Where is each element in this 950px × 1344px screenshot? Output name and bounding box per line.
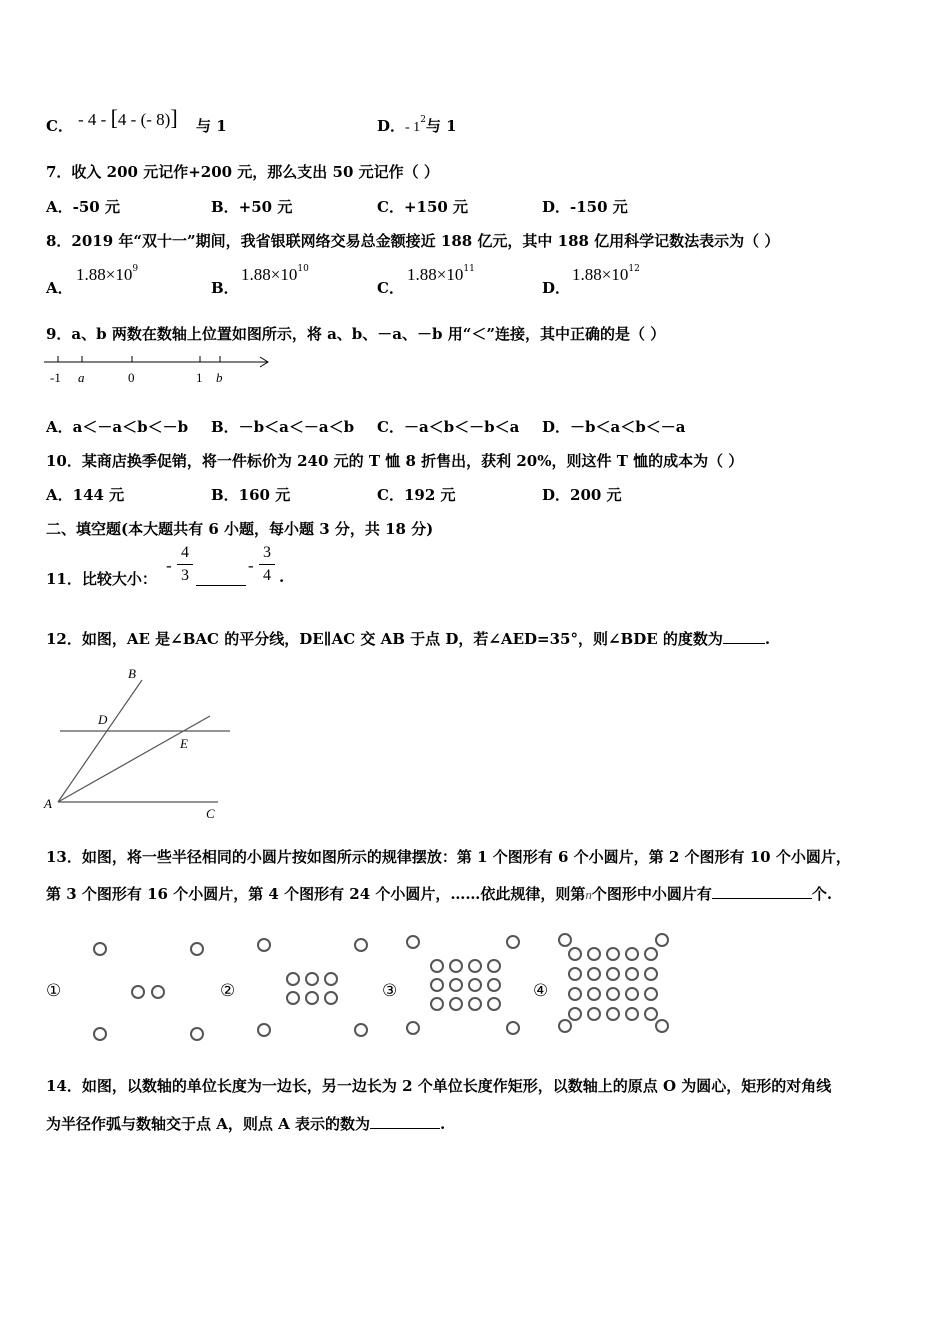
q6-option-c [46,115,73,136]
small-circle [607,988,619,1000]
figure-label: ③ [382,981,398,1000]
exponent: 9 [132,264,139,274]
small-circle [355,1024,367,1036]
q9-option-b: B．－b＜a＜－a＜b [211,418,355,436]
q9-number-line [40,348,280,390]
small-circle [607,968,619,980]
small-circle [450,960,462,972]
section-2-title: 二、填空题(本大题共有 6 小题，每小题 3 分，共 18 分) [46,520,434,538]
q7-option-d: D．-150 元 [542,198,628,216]
small-circle [507,936,519,948]
small-circle [407,1022,419,1034]
question-12 [46,628,770,649]
question-text: 个图形中小圆片有 [591,885,712,903]
small-circle [431,979,443,991]
small-circle [469,998,481,1010]
small-circle [626,948,638,960]
question-14-line-2 [46,1113,445,1134]
period: . [279,568,285,586]
q8-option-d-value [572,264,640,285]
q6-option-d [377,115,457,136]
option-label: C． [46,117,73,135]
q8-option-c-value [407,264,475,285]
d-exponent: 2 [420,115,426,125]
small-circle [306,992,318,1004]
q8-option-a-label: A． [46,279,73,297]
small-circle [191,943,203,955]
small-circle [645,968,657,980]
small-circle [488,979,500,991]
period: . [439,1115,446,1133]
small-circle [626,988,638,1000]
figure-label: ① [46,981,62,1000]
variable-n: n [585,887,592,902]
minus-sign: - [248,556,254,575]
axis-label: -1 [50,370,61,385]
small-circle [626,1008,638,1020]
q10-option-c: C．192 元 [377,486,456,504]
q7-option-c: C．+150 元 [377,198,469,216]
small-circle [469,979,481,991]
question-14-line-1: 14．如图，以数轴的单位长度为一边长，另一边长为 2 个单位长度作矩形，以数轴上的原点 O 为圆心，矩形的对角线 [46,1077,832,1095]
small-circle [559,1020,571,1032]
question-13-line-1: 13．如图，将一些半径相同的小圆片按如图所示的规律摆放：第 1 个图形有 6 个小圆片，第 2 个图形有 10 个小圆片， [46,848,851,866]
fraction-bar [259,564,275,565]
small-circle [469,960,481,972]
question-text: 12．如图，AE 是∠BAC 的平分线，DE∥AC 交 AB 于点 D，若∠AED=35°，则∠BDE 的度数为 [46,630,723,648]
small-circle [507,1022,519,1034]
question-7: 7．收入 200 元记作+200 元，那么支出 50 元记作（ ） [46,163,439,181]
axis-label: a [78,370,85,385]
small-circle [287,992,299,1004]
answer-blank[interactable] [723,629,765,644]
small-circle [569,988,581,1000]
base: 1.88×10 [241,265,298,284]
question-text: 个. [811,885,833,903]
small-circle [258,1024,270,1036]
small-circle [588,1008,600,1020]
point-label: E [180,736,188,751]
small-circle [152,986,164,998]
small-circle [569,948,581,960]
small-circle [607,1008,619,1020]
d-suffix: 与 1 [425,117,457,135]
answer-blank[interactable] [370,1114,440,1129]
small-circle [287,973,299,985]
small-circle [488,960,500,972]
q7-option-a: A．-50 元 [46,198,120,216]
fraction-1 [177,544,193,585]
numerator: 3 [263,544,271,561]
small-circle [656,934,668,946]
small-circle [588,968,600,980]
exponent: 12 [628,264,640,274]
answer-blank[interactable] [196,569,246,586]
point-label: C [206,806,215,821]
fraction-bar [177,564,193,565]
small-circle [450,979,462,991]
q10-option-a: A．144 元 [46,486,125,504]
small-circle [355,939,367,951]
small-circle [569,1008,581,1020]
denominator: 3 [181,567,189,584]
small-circle [431,998,443,1010]
bracket-open: [ [110,105,118,130]
q8-option-b-value [241,264,309,285]
small-circle [588,988,600,1000]
numerator: 4 [181,544,189,561]
q8-option-b-label: B． [211,279,239,297]
question-11-prefix: 11．比较大小： [46,570,157,588]
small-circle [488,998,500,1010]
small-circle [407,936,419,948]
small-circle [191,1028,203,1040]
circle-group [94,934,668,1040]
small-circle [450,998,462,1010]
question-8: 8．2019 年“双十一”期间，我省银联网络交易总金额接近 188 亿元，其中 188 亿用科学记数法表示为（ ） [46,232,780,250]
q6-c-suffix: 与 1 [196,117,227,135]
q10-option-b: B．160 元 [211,486,291,504]
expr-part: 4 - [117,110,137,129]
minus-sign: - [166,556,172,575]
q7-option-b: B．+50 元 [211,198,293,216]
small-circle [431,960,443,972]
line-ae [58,716,210,802]
option-label: D． [377,117,406,135]
axis-label: 0 [128,370,135,385]
q9-option-c: C．－a＜b＜－b＜a [377,418,520,436]
axis-label: 1 [196,370,203,385]
small-circle [645,988,657,1000]
q13-circle-patterns [40,928,680,1048]
q6-c-expression [78,105,178,131]
answer-blank[interactable] [712,884,812,899]
q8-option-d-label: D． [542,279,571,297]
question-text: 为半径作弧与数轴交于点 A，则点 A 表示的数为 [46,1115,370,1133]
small-circle [325,973,337,985]
fraction-2 [259,544,275,585]
small-circle [258,939,270,951]
denominator: 4 [263,567,271,584]
question-13-line-2 [46,883,832,904]
period: . [764,630,771,648]
small-circle [306,973,318,985]
expr-part: (- 8) [140,110,171,129]
small-circle [645,1008,657,1020]
point-label: B [128,666,136,681]
q9-option-d: D．－b＜a＜b＜－a [542,418,686,436]
axis-label: b [216,370,223,385]
question-9: 9．a、b 两数在数轴上位置如图所示，将 a、b、－a、－b 用“＜”连接，其中正确的是（ ） [46,325,666,343]
exponent: 11 [463,264,475,274]
q12-diagram [40,662,240,822]
q8-option-c-label: C． [377,279,404,297]
small-circle [626,968,638,980]
line-ab [58,680,142,802]
small-circle [656,1020,668,1032]
small-circle [132,986,144,998]
d-expr: - 1 [405,120,421,135]
small-circle [325,992,337,1004]
small-circle [94,943,106,955]
figure-label: ② [220,981,236,1000]
figure-label: ④ [533,981,549,1000]
small-circle [607,948,619,960]
point-label: A [44,796,52,811]
question-text: 第 3 个图形有 16 个小圆片，第 4 个图形有 24 个小圆片，……依此规律，则第 [46,885,586,903]
q10-option-d: D．200 元 [542,486,622,504]
question-10: 10．某商店换季促销，将一件标价为 240 元的 T 恤 8 折售出，获利 20%，则这件 T 恤的成本为（ ） [46,452,744,470]
base: 1.88×10 [76,265,133,284]
q9-option-a: A．a＜－a＜b＜－b [46,418,189,436]
small-circle [94,1028,106,1040]
small-circle [588,948,600,960]
expr-part: - 4 - [78,110,107,129]
q8-option-a-value [76,264,138,285]
small-circle [569,968,581,980]
base: 1.88×10 [407,265,464,284]
exponent: 10 [297,264,309,274]
base: 1.88×10 [572,265,629,284]
small-circle [559,934,571,946]
bracket-close: ] [170,105,178,130]
point-label: D [98,712,108,727]
small-circle [645,948,657,960]
